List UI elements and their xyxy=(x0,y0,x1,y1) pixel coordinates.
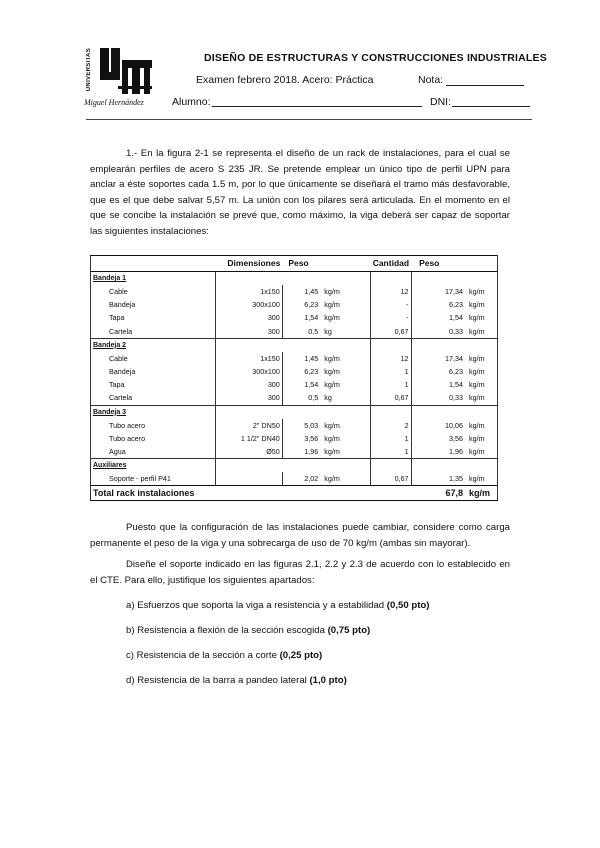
alumno-label: Alumno: xyxy=(172,96,211,108)
list-item: a) Esfuerzos que soporta la viga a resistencia y a estabilidad (0,50 pto) xyxy=(126,600,430,611)
cell-peso: 2,02 xyxy=(282,472,320,486)
page-title: DISEÑO DE ESTRUCTURAS Y CONSTRUCCIONES INDUSTRIALES xyxy=(204,52,547,64)
cell-item: Cable xyxy=(108,287,128,297)
cell-peso: 1,45 xyxy=(282,352,320,365)
cell-unit-total: kg/m xyxy=(465,391,498,405)
table-row xyxy=(91,285,498,298)
cell-unit: kg xyxy=(324,326,332,336)
cell-peso-total: 17,34 xyxy=(411,352,465,365)
cell-unit-total: kg/m xyxy=(465,325,498,339)
cell-peso: 1,54 xyxy=(282,311,320,324)
logo-text: UNIVERSITAS xyxy=(86,48,92,92)
cell-item: Agua xyxy=(108,446,126,456)
university-logo xyxy=(86,44,154,110)
cell-dimensiones: 300x100 xyxy=(215,298,282,311)
cell-unit: kg/m xyxy=(324,380,340,390)
cell-dimensiones: 300 xyxy=(215,325,282,339)
cell-dimensiones: 1 1/2" DN40 xyxy=(215,432,282,445)
design-paragraph: Diseñe el soporte indicado en las figuras 2.1, 2.2 y 2.3 de acuerdo con lo establecido en el CTE. Para ello, justifique los siguientes apartados: xyxy=(90,559,510,586)
cell-unit: kg/m xyxy=(324,287,340,297)
cell-item: Tapa xyxy=(108,313,125,323)
list-item: c) Resistencia de la sección a corte (0,25 pto) xyxy=(126,650,323,661)
table-row xyxy=(91,378,498,391)
table-row xyxy=(91,298,498,311)
cell-cantidad: 1 xyxy=(371,365,411,378)
cell-peso: 1,96 xyxy=(282,445,320,459)
cell-unit-total: kg/m xyxy=(465,365,498,378)
cell-peso: 1,45 xyxy=(282,285,320,298)
table-row xyxy=(91,352,498,365)
logo-mark-icon xyxy=(98,46,154,98)
table-total-row xyxy=(91,486,498,501)
header-peso-total: Peso xyxy=(411,256,465,272)
cell-peso-total: 1,54 xyxy=(411,378,465,391)
dni-field-line[interactable] xyxy=(452,106,530,107)
cell-peso-total: 17,34 xyxy=(411,285,465,298)
cell-dimensiones xyxy=(215,472,282,486)
cell-peso-total: 6,23 xyxy=(411,298,465,311)
cell-unit: kg/m xyxy=(324,420,340,430)
exam-title: Examen febrero 2018. Acero: Práctica xyxy=(196,74,374,86)
cell-unit: kg/m xyxy=(324,446,340,456)
table-row xyxy=(91,325,498,339)
cell-cantidad: 1 xyxy=(371,445,411,459)
table-row xyxy=(91,419,498,432)
cell-unit-total: kg/m xyxy=(465,432,498,445)
cell-item: Cartela xyxy=(108,326,133,336)
cell-item: Bandeja xyxy=(108,300,136,310)
cell-peso-total: 3,56 xyxy=(411,432,465,445)
cell-unit-total: kg/m xyxy=(465,352,498,365)
section-title: Bandeja 2 xyxy=(91,338,216,352)
cell-unit: kg/m xyxy=(324,433,340,443)
cell-peso: 3,56 xyxy=(282,432,320,445)
cell-unit: kg/m xyxy=(324,300,340,310)
cell-cantidad: 0,67 xyxy=(371,391,411,405)
cell-unit-total: kg/m xyxy=(465,311,498,324)
cell-cantidad: 0,67 xyxy=(371,472,411,486)
cell-peso-total: 0,33 xyxy=(411,325,465,339)
cell-dimensiones: 300x100 xyxy=(215,365,282,378)
section-title: Auxiliares xyxy=(91,459,216,473)
table-header-row xyxy=(91,256,498,272)
cell-cantidad: 12 xyxy=(371,352,411,365)
table-section-row xyxy=(91,405,498,419)
nota-label: Nota: xyxy=(418,74,444,86)
table-row xyxy=(91,365,498,378)
cell-dimensiones: 300 xyxy=(215,311,282,324)
cell-peso-total: 1,54 xyxy=(411,311,465,324)
cell-item: Tapa xyxy=(108,380,125,390)
cell-cantidad: - xyxy=(371,311,411,324)
cell-unit-total: kg/m xyxy=(465,445,498,459)
cell-unit-total: kg/m xyxy=(465,285,498,298)
cell-peso: 0,5 xyxy=(282,391,320,405)
cell-cantidad: 12 xyxy=(371,285,411,298)
cell-unit: kg/m xyxy=(324,367,340,377)
table-row xyxy=(91,445,498,459)
cell-item: Soporte - perfil P41 xyxy=(108,474,171,484)
cell-unit: kg/m xyxy=(324,313,340,323)
cell-dimensiones: 300 xyxy=(215,391,282,405)
installations-table xyxy=(90,255,498,501)
cell-peso: 0,5 xyxy=(282,325,320,339)
cell-item: Bandeja xyxy=(108,367,136,377)
intro-paragraph: 1.- En la figura 2-1 se representa el diseño de un rack de instalaciones, para el cual se emplearán perfiles de acero S 235 JR. Se pretende emplear un único tipo de perfil UPN para anclar a éste soportes cada 1.5 m, por lo que únicamente se diseñará el tramo más desfavorable, que es el que debe salvar 5,57 m. La unión con los pilares será articulada. En el momento en el que se concibe la instalación se prevé que, como máximo, la viga deberá ser capaz de soportar las siguientes instalaciones: xyxy=(90,148,510,237)
cell-peso-total: 10,06 xyxy=(411,419,465,432)
cell-unit-total: kg/m xyxy=(465,472,498,486)
cell-peso-total: 1,35 xyxy=(411,472,465,486)
header-dimensiones: Dimensiones xyxy=(215,256,282,272)
list-item: d) Resistencia de la barra a pandeo lateral (1,0 pto) xyxy=(126,675,347,686)
cell-peso: 5,03 xyxy=(282,419,320,432)
table-row xyxy=(91,432,498,445)
cell-peso-total: 1,96 xyxy=(411,445,465,459)
cell-unit: kg/m xyxy=(324,353,340,363)
header-divider xyxy=(86,119,532,120)
total-label: Total rack instalaciones xyxy=(91,486,412,501)
cell-dimensiones: 2" DN50 xyxy=(215,419,282,432)
table-section-row xyxy=(91,338,498,352)
cell-dimensiones: 300 xyxy=(215,378,282,391)
table-section-row xyxy=(91,459,498,473)
total-value: 67,8 xyxy=(411,486,465,501)
cell-cantidad: - xyxy=(371,298,411,311)
cell-peso: 6,23 xyxy=(282,298,320,311)
cell-dimensiones: Ø50 xyxy=(215,445,282,459)
cell-peso: 1,54 xyxy=(282,378,320,391)
cell-unit: kg xyxy=(324,393,332,403)
cell-unit-total: kg/m xyxy=(465,419,498,432)
section-title: Bandeja 1 xyxy=(91,272,216,286)
cell-unit-total: kg/m xyxy=(465,378,498,391)
cell-cantidad: 0,67 xyxy=(371,325,411,339)
section-title: Bandeja 3 xyxy=(91,405,216,419)
cell-unit-total: kg/m xyxy=(465,298,498,311)
logo-signature: Miguel Hernández xyxy=(84,98,144,107)
table-row xyxy=(91,391,498,405)
load-paragraph: Puesto que la configuración de las instalaciones puede cambiar, considere como carga permanente el peso de la viga y una sobrecarga de uso de 70 kg/m (ambas sin mayorar). xyxy=(90,522,510,549)
header-cantidad: Cantidad xyxy=(371,256,411,272)
cell-item: Cable xyxy=(108,353,128,363)
cell-cantidad: 1 xyxy=(371,432,411,445)
total-unit: kg/m xyxy=(465,486,498,501)
question-list xyxy=(126,600,429,700)
table-section-row xyxy=(91,272,498,286)
cell-peso-total: 0,33 xyxy=(411,391,465,405)
cell-cantidad: 1 xyxy=(371,378,411,391)
cell-cantidad: 2 xyxy=(371,419,411,432)
cell-item: Tubo acero xyxy=(108,420,146,430)
cell-unit: kg/m xyxy=(324,474,340,484)
dni-label: DNI: xyxy=(430,96,451,108)
table-row xyxy=(91,311,498,324)
header-peso: Peso xyxy=(282,256,320,272)
alumno-field-line[interactable] xyxy=(212,106,422,107)
cell-dimensiones: 1x150 xyxy=(215,285,282,298)
cell-peso: 6,23 xyxy=(282,365,320,378)
cell-item: Tubo acero xyxy=(108,433,146,443)
list-item: b) Resistencia a flexión de la sección escogida (0,75 pto) xyxy=(126,625,371,636)
cell-peso-total: 6,23 xyxy=(411,365,465,378)
nota-field-line[interactable] xyxy=(446,85,524,86)
table-row xyxy=(91,472,498,486)
cell-dimensiones: 1x150 xyxy=(215,352,282,365)
cell-item: Cartela xyxy=(108,393,133,403)
